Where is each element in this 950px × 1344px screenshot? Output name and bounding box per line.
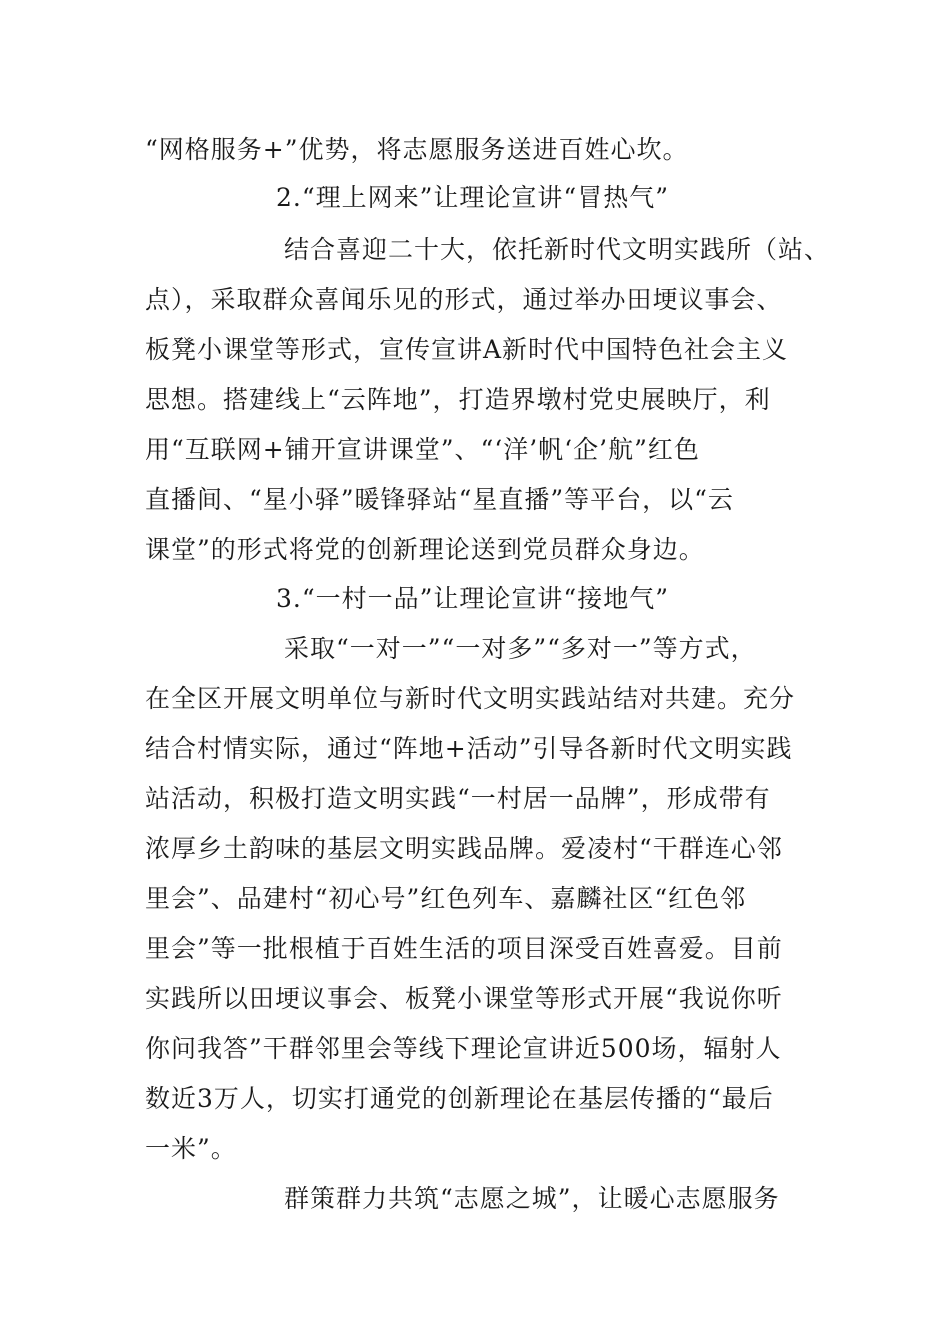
paragraph-line: “网格服务+”优势，将志愿服务送进百姓心坎。	[145, 135, 689, 164]
paragraph-line: 结合村情实际，通过“阵地+活动”引导各新时代文明实践	[145, 734, 793, 763]
paragraph-line: 采取“一对一”“一对多”“多对一”等方式，	[284, 634, 757, 663]
section-heading-2: 2.“理上网来”让理论宣讲“冒热气”	[276, 183, 669, 212]
paragraph-line: 结合喜迎二十大，依托新时代文明实践所（站、	[284, 235, 831, 264]
paragraph-line: 里会”等一批根植于百姓生活的项目深受百姓喜爱。目前	[145, 934, 783, 963]
paragraph-line: 点），采取群众喜闻乐见的形式，通过举办田埂议事会、	[145, 285, 783, 314]
paragraph-line: 思想。搭建线上“云阵地”，打造界墩村党史展映厅，利	[145, 385, 771, 414]
section-heading-3: 3.“一村一品”让理论宣讲“接地气”	[276, 584, 669, 613]
paragraph-line: 你问我答”干群邻里会等线下理论宣讲近500场，辐射人	[145, 1034, 782, 1063]
paragraph-line: 浓厚乡土韵味的基层文明实践品牌。爱凌村“干群连心邻	[145, 834, 783, 863]
paragraph-line: 站活动，积极打造文明实践“一村居一品牌”，形成带有	[145, 784, 771, 813]
paragraph-line: 课堂”的形式将党的创新理论送到党员群众身边。	[145, 535, 705, 564]
paragraph-line: 群策群力共筑“志愿之城”，让暖心志愿服务	[284, 1184, 780, 1213]
paragraph-line: 在全区开展文明单位与新时代文明实践站结对共建。充分	[145, 684, 796, 713]
paragraph-line: 用“互联网+铺开宣讲课堂”、“‘洋’帆‘企’航”红色	[145, 435, 700, 464]
paragraph-line: 一米”。	[145, 1134, 237, 1163]
paragraph-line: 实践所以田埂议事会、板凳小课堂等形式开展“我说你听	[145, 984, 783, 1013]
paragraph-line: 板凳小课堂等形式，宣传宣讲A新时代中国特色社会主义	[145, 335, 789, 364]
paragraph-line: 里会”、品建村“初心号”红色列车、嘉麟社区“红色邻	[145, 884, 747, 913]
paragraph-line: 数近3万人，切实打通党的创新理论在基层传播的“最后	[145, 1084, 774, 1113]
paragraph-line: 直播间、“星小驿”暖锋驿站“星直播”等平台，以“云	[145, 485, 734, 514]
